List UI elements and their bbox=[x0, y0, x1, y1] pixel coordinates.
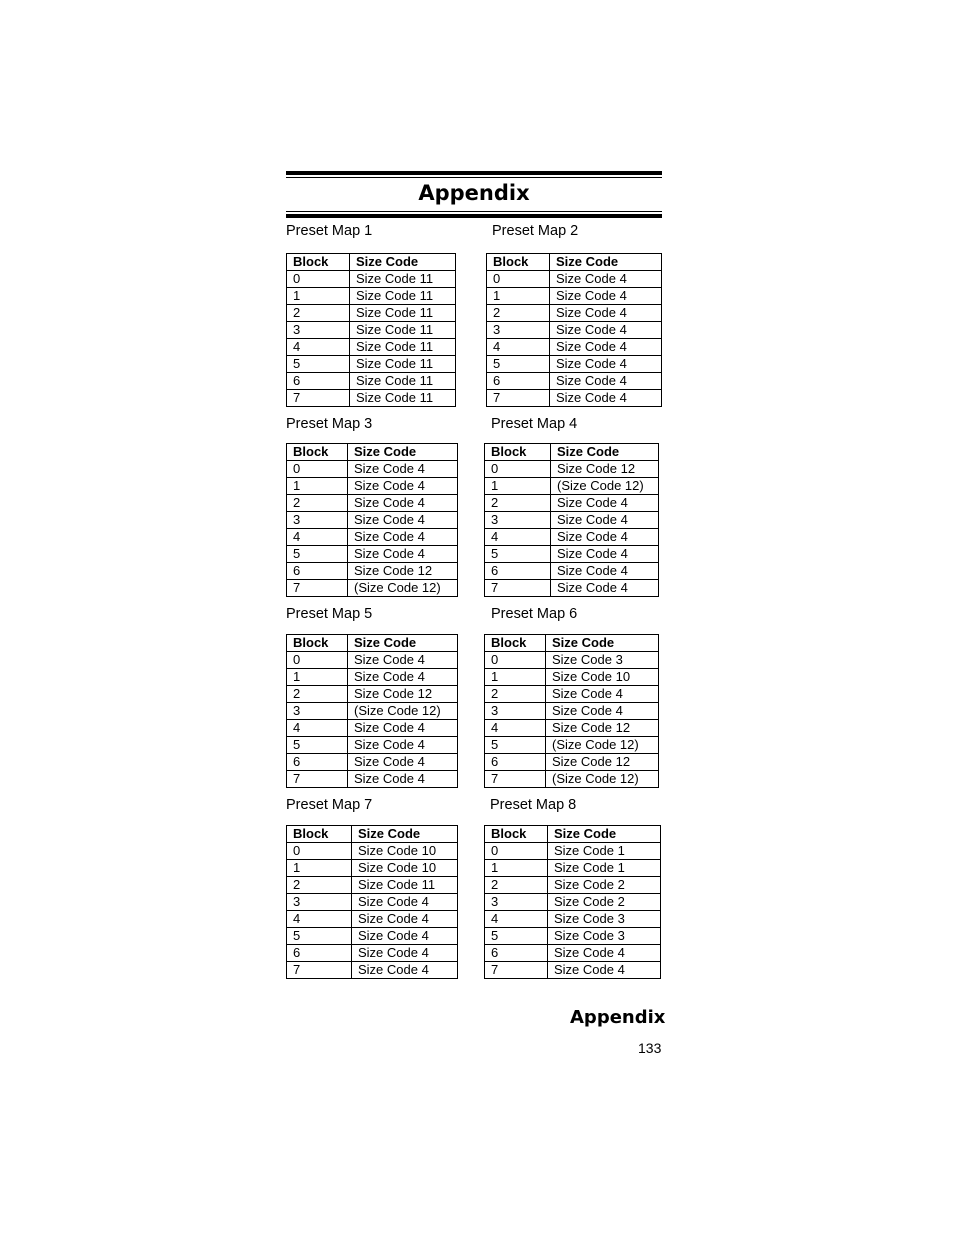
block-cell: 5 bbox=[485, 928, 548, 945]
table-row bbox=[287, 962, 458, 979]
size-code-cell: Size Code 4 bbox=[348, 461, 458, 478]
table-row bbox=[485, 512, 659, 529]
header-rule-top bbox=[286, 171, 662, 178]
size-code-cell: Size Code 4 bbox=[352, 962, 458, 979]
block-cell: 3 bbox=[287, 512, 348, 529]
size-code-cell: Size Code 12 bbox=[348, 563, 458, 580]
table-row bbox=[287, 512, 458, 529]
size-code-cell: Size Code 10 bbox=[546, 669, 659, 686]
block-cell: 0 bbox=[487, 271, 550, 288]
block-cell: 7 bbox=[287, 390, 350, 407]
table-row bbox=[287, 305, 456, 322]
preset-map-7-table bbox=[286, 825, 458, 979]
size-code-cell: Size Code 12 bbox=[348, 686, 458, 703]
size-code-cell: Size Code 11 bbox=[350, 356, 456, 373]
size-code-cell: Size Code 4 bbox=[348, 478, 458, 495]
size-code-cell: Size Code 11 bbox=[350, 305, 456, 322]
table-row bbox=[485, 703, 659, 720]
block-cell: 2 bbox=[485, 686, 546, 703]
block-cell: 5 bbox=[287, 546, 348, 563]
table-row bbox=[287, 737, 458, 754]
table-row bbox=[485, 580, 659, 597]
preset-map-4-table bbox=[484, 443, 659, 597]
column-header-size-code: Size Code bbox=[550, 254, 662, 271]
table-row bbox=[287, 771, 458, 788]
footer-section-title: Appendix bbox=[570, 1007, 666, 1028]
block-cell: 3 bbox=[287, 894, 352, 911]
table-row bbox=[287, 945, 458, 962]
table-row bbox=[485, 652, 659, 669]
column-header-block: Block bbox=[485, 635, 546, 652]
preset-map-8-label: Preset Map 8 bbox=[490, 797, 577, 813]
size-code-cell: Size Code 3 bbox=[548, 928, 661, 945]
block-cell: 4 bbox=[287, 339, 350, 356]
table-row bbox=[287, 720, 458, 737]
table-row bbox=[287, 271, 456, 288]
size-code-cell: Size Code 4 bbox=[548, 962, 661, 979]
column-header-size-code: Size Code bbox=[551, 444, 659, 461]
table-header-row bbox=[485, 635, 659, 652]
table-header-row bbox=[487, 254, 662, 271]
block-cell: 1 bbox=[287, 288, 350, 305]
size-code-cell: Size Code 11 bbox=[352, 877, 458, 894]
block-cell: 4 bbox=[487, 339, 550, 356]
block-cell: 4 bbox=[485, 720, 546, 737]
table-row bbox=[485, 563, 659, 580]
size-code-cell: Size Code 4 bbox=[348, 512, 458, 529]
block-cell: 7 bbox=[485, 771, 546, 788]
block-cell: 1 bbox=[287, 669, 348, 686]
page-number: 133 bbox=[638, 1040, 662, 1056]
block-cell: 5 bbox=[287, 356, 350, 373]
size-code-cell: Size Code 11 bbox=[350, 271, 456, 288]
column-header-block: Block bbox=[287, 444, 348, 461]
block-cell: 4 bbox=[287, 529, 348, 546]
size-code-cell: Size Code 1 bbox=[548, 843, 661, 860]
block-cell: 6 bbox=[485, 563, 551, 580]
block-cell: 0 bbox=[485, 652, 546, 669]
block-cell: 4 bbox=[485, 529, 551, 546]
size-code-cell: Size Code 4 bbox=[352, 911, 458, 928]
size-code-cell: Size Code 4 bbox=[348, 737, 458, 754]
block-cell: 7 bbox=[287, 580, 348, 597]
block-cell: 3 bbox=[487, 322, 550, 339]
table-row bbox=[287, 478, 458, 495]
table-row bbox=[287, 860, 458, 877]
table-header-row bbox=[287, 635, 458, 652]
table-row bbox=[485, 720, 659, 737]
size-code-cell: Size Code 4 bbox=[348, 529, 458, 546]
table-row bbox=[287, 529, 458, 546]
table-row bbox=[287, 495, 458, 512]
table-row bbox=[485, 928, 661, 945]
column-header-size-code: Size Code bbox=[352, 826, 458, 843]
block-cell: 4 bbox=[287, 720, 348, 737]
size-code-cell: Size Code 4 bbox=[548, 945, 661, 962]
column-header-size-code: Size Code bbox=[348, 444, 458, 461]
size-code-cell: Size Code 4 bbox=[546, 686, 659, 703]
size-code-cell: Size Code 4 bbox=[348, 754, 458, 771]
size-code-cell: Size Code 11 bbox=[350, 288, 456, 305]
size-code-cell: Size Code 11 bbox=[350, 390, 456, 407]
column-header-size-code: Size Code bbox=[546, 635, 659, 652]
size-code-cell: Size Code 4 bbox=[348, 652, 458, 669]
block-cell: 2 bbox=[485, 495, 551, 512]
block-cell: 3 bbox=[287, 703, 348, 720]
table-row bbox=[485, 495, 659, 512]
table-row bbox=[287, 652, 458, 669]
table-row bbox=[287, 928, 458, 945]
table-row bbox=[287, 390, 456, 407]
size-code-cell: Size Code 4 bbox=[352, 945, 458, 962]
block-cell: 6 bbox=[485, 754, 546, 771]
table-row bbox=[287, 754, 458, 771]
size-code-cell: Size Code 4 bbox=[551, 546, 659, 563]
table-row bbox=[485, 669, 659, 686]
preset-map-7-label: Preset Map 7 bbox=[286, 797, 373, 813]
block-cell: 0 bbox=[287, 843, 352, 860]
preset-map-6-table bbox=[484, 634, 659, 788]
block-cell: 1 bbox=[485, 860, 548, 877]
block-cell: 1 bbox=[487, 288, 550, 305]
table-row bbox=[287, 288, 456, 305]
block-cell: 6 bbox=[487, 373, 550, 390]
preset-map-5-table bbox=[286, 634, 458, 788]
block-cell: 1 bbox=[485, 669, 546, 686]
size-code-cell: Size Code 11 bbox=[350, 322, 456, 339]
block-cell: 7 bbox=[287, 962, 352, 979]
table-row bbox=[485, 962, 661, 979]
size-code-cell: Size Code 4 bbox=[546, 703, 659, 720]
size-code-cell: Size Code 4 bbox=[551, 563, 659, 580]
table-row bbox=[485, 843, 661, 860]
block-cell: 6 bbox=[287, 563, 348, 580]
preset-map-6-label: Preset Map 6 bbox=[491, 606, 578, 622]
block-cell: 5 bbox=[287, 737, 348, 754]
table-header-row bbox=[287, 826, 458, 843]
block-cell: 0 bbox=[287, 271, 350, 288]
size-code-cell: Size Code 4 bbox=[551, 495, 659, 512]
block-cell: 2 bbox=[287, 877, 352, 894]
table-row bbox=[485, 546, 659, 563]
size-code-cell: Size Code 4 bbox=[551, 580, 659, 597]
table-row bbox=[487, 305, 662, 322]
block-cell: 1 bbox=[485, 478, 551, 495]
block-cell: 2 bbox=[287, 495, 348, 512]
block-cell: 0 bbox=[485, 843, 548, 860]
column-header-block: Block bbox=[487, 254, 550, 271]
preset-map-1-label: Preset Map 1 bbox=[286, 223, 373, 239]
preset-map-3-label: Preset Map 3 bbox=[286, 416, 373, 432]
table-header-row bbox=[485, 444, 659, 461]
table-row bbox=[485, 478, 659, 495]
block-cell: 7 bbox=[485, 962, 548, 979]
block-cell: 5 bbox=[487, 356, 550, 373]
size-code-cell: Size Code 12 bbox=[546, 754, 659, 771]
size-code-cell: Size Code 4 bbox=[348, 720, 458, 737]
size-code-cell: Size Code 4 bbox=[550, 322, 662, 339]
size-code-cell: Size Code 4 bbox=[352, 894, 458, 911]
size-code-cell: Size Code 4 bbox=[348, 771, 458, 788]
size-code-cell: Size Code 4 bbox=[550, 339, 662, 356]
table-row bbox=[487, 339, 662, 356]
block-cell: 0 bbox=[485, 461, 551, 478]
header-rule-bottom bbox=[286, 211, 662, 218]
size-code-cell: (Size Code 12) bbox=[348, 703, 458, 720]
size-code-cell: (Size Code 12) bbox=[546, 737, 659, 754]
table-row bbox=[487, 288, 662, 305]
size-code-cell: Size Code 12 bbox=[551, 461, 659, 478]
block-cell: 3 bbox=[287, 322, 350, 339]
preset-map-4-label: Preset Map 4 bbox=[491, 416, 578, 432]
block-cell: 6 bbox=[485, 945, 548, 962]
block-cell: 7 bbox=[485, 580, 551, 597]
block-cell: 3 bbox=[485, 512, 551, 529]
block-cell: 0 bbox=[287, 461, 348, 478]
table-row bbox=[485, 686, 659, 703]
block-cell: 6 bbox=[287, 373, 350, 390]
preset-map-1-table bbox=[286, 253, 456, 407]
table-header-row bbox=[485, 826, 661, 843]
page-title: Appendix bbox=[418, 181, 530, 205]
block-cell: 3 bbox=[485, 894, 548, 911]
size-code-cell: Size Code 3 bbox=[548, 911, 661, 928]
size-code-cell: Size Code 4 bbox=[551, 529, 659, 546]
size-code-cell: (Size Code 12) bbox=[551, 478, 659, 495]
size-code-cell: Size Code 1 bbox=[548, 860, 661, 877]
block-cell: 4 bbox=[485, 911, 548, 928]
size-code-cell: Size Code 4 bbox=[550, 390, 662, 407]
preset-map-2-label: Preset Map 2 bbox=[492, 223, 579, 239]
table-row bbox=[287, 461, 458, 478]
block-cell: 6 bbox=[287, 945, 352, 962]
block-cell: 6 bbox=[287, 754, 348, 771]
table-row bbox=[287, 894, 458, 911]
table-row bbox=[487, 390, 662, 407]
table-row bbox=[485, 754, 659, 771]
table-row bbox=[485, 860, 661, 877]
block-cell: 3 bbox=[485, 703, 546, 720]
table-header-row bbox=[287, 444, 458, 461]
table-row bbox=[485, 911, 661, 928]
table-row bbox=[287, 686, 458, 703]
column-header-size-code: Size Code bbox=[348, 635, 458, 652]
size-code-cell: Size Code 4 bbox=[348, 669, 458, 686]
preset-map-5-label: Preset Map 5 bbox=[286, 606, 373, 622]
size-code-cell: Size Code 4 bbox=[550, 271, 662, 288]
column-header-size-code: Size Code bbox=[548, 826, 661, 843]
table-row bbox=[485, 771, 659, 788]
table-row bbox=[485, 737, 659, 754]
size-code-cell: Size Code 11 bbox=[350, 373, 456, 390]
size-code-cell: (Size Code 12) bbox=[348, 580, 458, 597]
table-row bbox=[287, 373, 456, 390]
table-row bbox=[485, 461, 659, 478]
size-code-cell: (Size Code 12) bbox=[546, 771, 659, 788]
table-row bbox=[287, 563, 458, 580]
column-header-size-code: Size Code bbox=[350, 254, 456, 271]
table-row bbox=[485, 529, 659, 546]
block-cell: 5 bbox=[485, 546, 551, 563]
block-cell: 0 bbox=[287, 652, 348, 669]
table-row bbox=[287, 703, 458, 720]
size-code-cell: Size Code 10 bbox=[352, 860, 458, 877]
block-cell: 2 bbox=[485, 877, 548, 894]
size-code-cell: Size Code 4 bbox=[348, 495, 458, 512]
column-header-block: Block bbox=[485, 826, 548, 843]
table-row bbox=[487, 356, 662, 373]
table-row bbox=[287, 339, 456, 356]
size-code-cell: Size Code 2 bbox=[548, 894, 661, 911]
table-row bbox=[287, 546, 458, 563]
table-row bbox=[287, 356, 456, 373]
size-code-cell: Size Code 12 bbox=[546, 720, 659, 737]
table-row bbox=[485, 894, 661, 911]
column-header-block: Block bbox=[287, 826, 352, 843]
size-code-cell: Size Code 4 bbox=[550, 288, 662, 305]
size-code-cell: Size Code 4 bbox=[550, 305, 662, 322]
table-row bbox=[287, 911, 458, 928]
block-cell: 7 bbox=[487, 390, 550, 407]
table-row bbox=[485, 877, 661, 894]
size-code-cell: Size Code 4 bbox=[551, 512, 659, 529]
size-code-cell: Size Code 2 bbox=[548, 877, 661, 894]
table-row bbox=[287, 669, 458, 686]
table-row bbox=[487, 322, 662, 339]
size-code-cell: Size Code 4 bbox=[352, 928, 458, 945]
preset-map-2-table bbox=[486, 253, 662, 407]
size-code-cell: Size Code 4 bbox=[550, 373, 662, 390]
table-row bbox=[287, 843, 458, 860]
block-cell: 5 bbox=[485, 737, 546, 754]
size-code-cell: Size Code 4 bbox=[550, 356, 662, 373]
block-cell: 2 bbox=[287, 305, 350, 322]
size-code-cell: Size Code 11 bbox=[350, 339, 456, 356]
size-code-cell: Size Code 3 bbox=[546, 652, 659, 669]
table-row bbox=[287, 322, 456, 339]
table-row bbox=[485, 945, 661, 962]
block-cell: 2 bbox=[487, 305, 550, 322]
size-code-cell: Size Code 4 bbox=[348, 546, 458, 563]
column-header-block: Block bbox=[287, 635, 348, 652]
block-cell: 1 bbox=[287, 478, 348, 495]
table-row bbox=[287, 877, 458, 894]
size-code-cell: Size Code 10 bbox=[352, 843, 458, 860]
preset-map-3-table bbox=[286, 443, 458, 597]
table-header-row bbox=[287, 254, 456, 271]
block-cell: 2 bbox=[287, 686, 348, 703]
column-header-block: Block bbox=[485, 444, 551, 461]
column-header-block: Block bbox=[287, 254, 350, 271]
table-row bbox=[287, 580, 458, 597]
preset-map-8-table bbox=[484, 825, 661, 979]
block-cell: 1 bbox=[287, 860, 352, 877]
table-row bbox=[487, 373, 662, 390]
block-cell: 7 bbox=[287, 771, 348, 788]
block-cell: 4 bbox=[287, 911, 352, 928]
block-cell: 5 bbox=[287, 928, 352, 945]
table-row bbox=[487, 271, 662, 288]
